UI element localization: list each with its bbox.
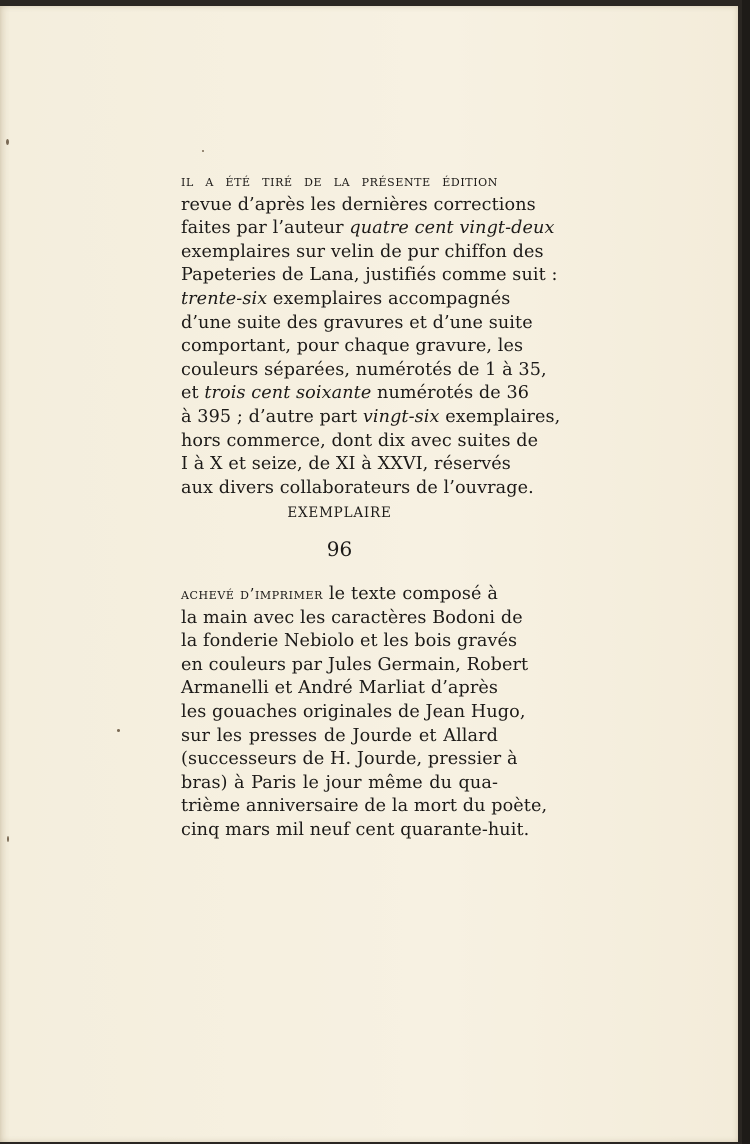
text-line [181, 335, 524, 359]
book-page [0, 6, 738, 1142]
text-run: achevé d’imprimer [181, 585, 323, 603]
text-line [181, 607, 523, 631]
text-line [181, 677, 498, 701]
text-line [181, 654, 529, 678]
printing-colophon [181, 583, 548, 843]
text-run: trois cent soixante [204, 383, 372, 404]
text-line [181, 382, 530, 406]
text-line [181, 583, 498, 607]
text-line [181, 453, 511, 477]
text-run: trième anniversaire de la mort du poète, [181, 796, 548, 817]
text-line [181, 217, 555, 241]
text-line [181, 359, 547, 383]
text-run: vingt-six [362, 406, 440, 427]
page-edge [742, 0, 750, 1144]
paper-speck [7, 836, 9, 842]
text-line [181, 241, 544, 265]
text-run: la main avec les caractères Bodoni de [181, 607, 523, 628]
text-line [181, 772, 498, 796]
text-line [181, 725, 498, 749]
text-line [181, 288, 511, 312]
text-run: cinq mars mil neuf cent quarante-huit. [181, 819, 530, 840]
text-run: bras) à Paris le jour même du qua- [181, 772, 498, 793]
text-run: sur les presses de Jourde et Allard [181, 725, 498, 746]
text-run: exemplaires accompagnés [267, 288, 511, 309]
edition-statement [181, 170, 561, 500]
text-run: quatre cent vingt-deux [349, 218, 555, 239]
text-run: hors commerce, dont dix avec suites de [181, 430, 539, 451]
exemplaire-number: 96 [326, 537, 353, 561]
text-run: Armanelli et André Marliat d’après [181, 678, 498, 699]
text-run: revue d’après les dernières corrections [181, 194, 536, 215]
text-run: (successeurs de H. Jourde, pressier à [181, 749, 518, 770]
text-run: faites par l’auteur [181, 218, 350, 239]
text-run: aux divers collaborateurs de l’ouvrage. [181, 477, 534, 498]
paper-speck [202, 150, 204, 152]
text-run: les gouaches originales de Jean Hugo, [181, 701, 526, 722]
text-line [181, 630, 518, 654]
text-line [181, 430, 539, 454]
text-run: d’une suite des gravures et d’une suite [181, 312, 533, 333]
paper-speck [6, 139, 9, 145]
text-run: exemplaires, [439, 406, 561, 427]
text-run: numérotés de 36 [371, 383, 530, 404]
text-line [181, 477, 534, 501]
text-run: trente-six [181, 288, 268, 309]
text-line [181, 170, 498, 194]
text-line [181, 819, 530, 843]
text-run: il a été tiré de la présente édition [181, 172, 498, 190]
text-run: I à X et seize, de XI à XXVI, réservés [181, 454, 511, 475]
text-run: la fonderie Nebiolo et les bois gravés [181, 631, 518, 652]
text-line [181, 406, 561, 430]
text-line [181, 264, 558, 288]
text-line [181, 795, 548, 819]
text-run: exemplaires sur velin de pur chiffon des [181, 241, 544, 262]
text-line [181, 748, 518, 772]
text-run: en couleurs par Jules Germain, Robert [181, 654, 529, 675]
text-run: couleurs séparées, numérotés de 1 à 35, [181, 359, 547, 380]
text-line [181, 701, 526, 725]
text-run: le texte composé à [322, 584, 499, 604]
text-line [181, 312, 533, 336]
text-run: et [181, 383, 205, 404]
paper-speck [117, 729, 120, 732]
text-run: Papeteries de Lana, justifiés comme suit : [181, 265, 558, 286]
exemplaire-label: EXEMPLAIRE [287, 505, 392, 521]
text-run: à 395 ; d’autre part [181, 406, 363, 427]
text-run: comportant, pour chaque gravure, les [181, 336, 524, 357]
text-line [181, 194, 536, 218]
